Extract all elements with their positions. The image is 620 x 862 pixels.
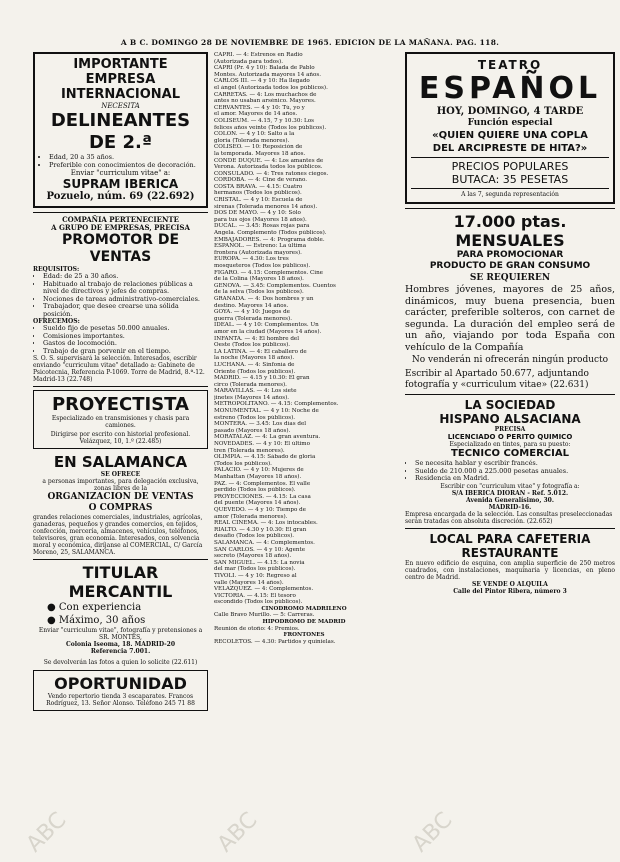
listing-line: METROPOLITANO. — 4.15: Complementos. xyxy=(214,401,339,408)
ad-title: PROMOTOR DE VENTAS xyxy=(61,232,180,265)
listing-line: GENOVA. — 3.45: Complementos. Cuentos xyxy=(214,282,336,289)
listing-line: SAN MIGUEL. — 4.15: La novia xyxy=(214,559,305,566)
listing-line: destino. Mayores 14 años. xyxy=(214,302,289,309)
listing-line: MADRID. — 4.15 y 10.30: El gran xyxy=(214,375,310,382)
ad-list xyxy=(39,154,202,169)
ad-address: Pozuelo, núm. 69 (22.692) xyxy=(46,191,195,202)
listing-line: FRONTONES xyxy=(283,632,325,639)
listing-line: hermanos (Todos los públicos). xyxy=(214,190,302,197)
left-column xyxy=(33,52,208,715)
divider xyxy=(33,386,208,387)
right-column xyxy=(405,52,615,595)
divider xyxy=(33,559,208,560)
ad-title: ESPAÑOL xyxy=(418,71,602,106)
listing-line: Manhattan (Mayores 18 años). xyxy=(214,474,302,480)
ad-proyectista xyxy=(33,390,208,449)
listing-line: PROYECCIONES. — 4.15: La casa xyxy=(214,493,311,500)
list-item: • Sueldo de 210.000 a 225.000 pesetas anuales. xyxy=(415,468,615,476)
ad-text: Empresa encargada de la selección. Las consultas preseleccionadas serán tratadas con absoluta discreción. (22.652) xyxy=(405,510,613,525)
listing-line: SAN CARLOS. — 4 y 10: Agente xyxy=(214,546,306,553)
ad-text: Enviar "curriculum vitae" a: xyxy=(70,169,171,177)
listing-line: perdido (Todos los públicos). xyxy=(214,487,296,494)
listing-line: antes no usaban arsénico. Mayores. xyxy=(214,98,316,105)
ad-text: Escribir al Apartado 50.677, adjuntando fotografía y «curriculum vitae» (22.631) xyxy=(405,369,589,390)
ad-title: IMPORTANTE EMPRESA xyxy=(73,57,168,87)
ad-hispano-alsaciana xyxy=(405,398,615,525)
listing-line: MORATALAZ. — 4: La gran aventura. xyxy=(214,434,321,441)
ad-position: TECNICO COMERCIAL xyxy=(451,448,569,459)
ad-text: COMPAÑIA PERTENECIENTE xyxy=(62,215,179,224)
list-item: ● Con experiencia xyxy=(47,602,142,613)
listing-line: CARRETAS. — 4: Los muchachos de xyxy=(214,91,317,98)
listing-line: Oriente (Todos los públicos). xyxy=(214,368,296,375)
listing-line: secreto (Mayores 18 años). xyxy=(214,553,292,560)
ad-play-title: DEL ARCIPRESTE DE HITA?» xyxy=(432,143,588,154)
listing-line: MONTERA. — 3.45: Los días del xyxy=(214,421,307,428)
listing-line: pasado (Mayores 18 años). xyxy=(214,427,291,434)
listing-line: Montes. Autorizada mayores 14 años. xyxy=(214,71,322,78)
ad-title: INTERNACIONAL xyxy=(60,87,181,102)
ad-delineantes xyxy=(33,52,208,208)
listing-line: el ángel (Autorizada todos los públicos). xyxy=(214,84,328,91)
ad-title: OPORTUNIDAD xyxy=(54,674,187,693)
listing-line: valle (Mayores 14 años). xyxy=(214,579,284,586)
listing-line: del puente (Mayores 14 años). xyxy=(214,500,301,507)
ad-position: DELINEANTES DE 2.ª xyxy=(50,110,191,153)
ad-title: ORGANIZACION DE VENTAS xyxy=(47,492,194,502)
ad-title: EN SALAMANCA xyxy=(53,453,188,471)
ad-text: Dirigirse por escrito con historial profesional. Velázquez, 10, 1.º (22.485) xyxy=(50,431,191,445)
list-item: • Comisiones importantes. xyxy=(43,333,208,341)
listing-line: amor (Tolerada menores). xyxy=(214,513,288,520)
ad-text: Escribir con "curriculum vitae" y fotografía a: xyxy=(440,482,580,490)
listing-line: COLISEUM. — 4.15, 7 y 10.30: Los xyxy=(214,117,314,124)
ad-address: Calle del Pintor Ribera, número 3 xyxy=(453,587,567,595)
ad-note: Se devolverán las fotos a quien lo solicite (22.611) xyxy=(43,659,198,666)
ad-mensuales xyxy=(405,212,615,391)
ad-salamanca xyxy=(33,453,208,556)
divider xyxy=(33,212,208,213)
ad-text: Hombres jóvenes, mayores de 25 años, dinámicos, muy buena presencia, buen carácter, preferible solteros, con carnet de segunda. La duración del empleo será de un año, viajando por toda España con vehículo de la Compañía xyxy=(405,284,615,353)
listing-line: EUROPA. — 4.30: Los tres xyxy=(214,256,289,263)
listing-line: VELAZQUEZ. — 4: Complementos. xyxy=(214,586,314,593)
ad-address: S/A IBERICA DIORAN - Ref. 5.012. xyxy=(451,489,569,497)
listing-line: la noche (Mayores 18 años). xyxy=(214,355,295,362)
ad-title: LA SOCIEDAD xyxy=(464,398,556,412)
listing-line: sirenas (Tolerada menores 14 años). xyxy=(214,203,318,210)
ad-local-cafeteria xyxy=(405,532,615,595)
listing-line: desafío (Todos los públicos). xyxy=(214,533,295,540)
listing-line: NOVEDADES. — 4 y 10: El último xyxy=(214,441,310,448)
listing-line: GRANADA. — 4: Dos hombres y un xyxy=(214,295,314,302)
listing-line: Oeste (Todos los públicos). xyxy=(214,342,291,349)
ad-text: S. O. S. supervisará la selección. Interesados, escribir enviando "curriculum vitae" detallado a: Gabinete de Psicotecnia, Referencia P-1069. Torre de Madrid, 8.ª-12. Madrid-13 (22.748) xyxy=(33,355,205,383)
list-item: • Preferible con conocimientos de decoración. xyxy=(49,162,202,170)
ad-address: MADRID-16. xyxy=(488,503,532,511)
ad-teatro-espanol xyxy=(405,52,615,204)
divider xyxy=(405,528,615,529)
listing-line: COLON. — 4 y 10: Salto a la xyxy=(214,131,295,138)
ad-reference: Referencia 7.001. xyxy=(90,648,151,655)
listing-line: mosqueteros (Todos los públicos). xyxy=(214,263,311,269)
listing-line: SALAMANCA. — 4: Complementos. xyxy=(214,539,315,546)
divider xyxy=(411,157,609,158)
ad-subtitle: NECESITA xyxy=(101,102,140,110)
ad-text: No venderán ni ofrecerán ningún producto xyxy=(411,355,609,365)
ad-title: HISPANO ALSACIANA xyxy=(439,412,581,426)
listing-line: RECOLETOS. — 4.30: Partidos y quinielas. xyxy=(214,638,336,645)
ad-play-title: «QUIEN QUIERE UNA COPLA xyxy=(432,130,588,141)
ad-text: Especializado en tintes, para su puesto: xyxy=(449,441,571,448)
listing-line: RIALTO. — 4.30 y 10.30: El gran xyxy=(214,526,307,533)
listing-line: CERVANTES. — 4 y 10: Tú, yo y xyxy=(214,104,305,111)
ad-note: A las 7, segunda representación xyxy=(461,191,559,198)
listing-line: DUCAL. — 3.45: Rosas rojas para xyxy=(214,223,310,230)
ad-oportunidad xyxy=(33,670,208,711)
listing-line: guerra (Tolerada menores). xyxy=(214,315,293,322)
list-item: • Trabajador, que desee crearse una sólida posición. xyxy=(43,303,208,318)
listing-line: del mar (Todos los públicos). xyxy=(214,566,296,573)
ad-text: Vendo repertorio tienda 3 escaparates. Francos Rodríguez, 13. Señor Alonso. Teléfono 245 71 88 xyxy=(46,693,195,707)
ad-promotor xyxy=(33,216,208,383)
list-item: • Sueldo fijo de pesetas 50.000 anuales. xyxy=(43,325,208,333)
ad-title: LOCAL PARA CAFETERIA xyxy=(429,531,591,546)
ad-titular xyxy=(33,563,208,655)
ad-subtitle: PARA PROMOCIONAR xyxy=(456,250,564,260)
list-item: • Habituado al trabajo de relaciones públicas a nivel de directivos y jefes de compras. xyxy=(43,281,208,296)
listing-line: Calle Bravo Murillo. — 5: Carreras. xyxy=(214,612,315,619)
listing-line: jinetes (Mayores 14 años). xyxy=(214,394,290,401)
ad-text: PRECIOS POPULARES xyxy=(451,160,569,173)
divider xyxy=(405,394,615,395)
listing-line: circo (Tolerada menores). xyxy=(214,381,287,388)
list-item: • Edad: de 25 a 30 años. xyxy=(43,273,208,281)
listing-line: EMBAJADORES. — 4: Programa doble. xyxy=(214,236,325,243)
ad-text: Función especial xyxy=(467,118,553,128)
ad-heading: REQUISITOS: xyxy=(33,266,80,273)
ad-address: Colonia Iseoma, 18. MADRID-20 xyxy=(65,641,176,648)
ad-text: Enviar "curriculum vitae", fotografía y pretensiones a SR. MONTES, xyxy=(38,627,203,641)
list-item: • Residencia en Madrid. xyxy=(415,475,615,483)
listing-line: REAL CINEMA. — 4: Los intocables. xyxy=(214,520,318,527)
listing-line: frontera (Autorizada mayores). xyxy=(214,249,302,256)
ad-text: BUTACA: 35 PESETAS xyxy=(451,173,569,186)
list-item: • Edad, 20 a 35 años. xyxy=(49,154,202,162)
listing-line: gloria (Tolerada menores). xyxy=(214,137,290,144)
listing-line: OLIMPIA. — 4.15: Sábado de gloria xyxy=(214,454,316,461)
listing-line: el amor. Mayores de 14 años. xyxy=(214,111,298,118)
listing-line: FIGARO. — 4.15: Complementos. Cine xyxy=(214,269,323,276)
ad-subtitle: HOY, DOMINGO, 4 TARDE xyxy=(436,106,584,117)
list-item: • Gastos de locomoción. xyxy=(43,340,208,348)
ad-subtitle: SE OFRECE xyxy=(100,471,141,478)
ad-title: TEATRO xyxy=(477,58,543,72)
listing-line: QUEVEDO. — 4 y 10: Tiempo de xyxy=(214,506,306,513)
listing-line: Reunión de otoño: 4: Premios. xyxy=(214,625,300,632)
listing-line: Verona. Autorizada todos los públicos. xyxy=(214,164,323,171)
listing-line: PALACIO. — 4 y 10: Mujeres de xyxy=(214,467,304,474)
listing-line: tren (Tolerada menores). xyxy=(214,447,285,454)
listing-line: para tus ojos (Mayores 18 años). xyxy=(214,216,307,223)
listing-line: PAZ. — 4: Complementos. El valle xyxy=(214,480,311,487)
listing-line: CAPRI. — 4: Estrenos en Radio xyxy=(214,52,303,58)
listing-line: CRISTAL. — 4 y 10: Escuela de xyxy=(214,197,303,204)
ad-address: Avenida Generalísimo, 30. xyxy=(466,496,554,504)
listing-line: IDEAL. — 4 y 10: Complementos. Un xyxy=(214,322,319,329)
ad-text: a personas importantes, para delegación exclusiva, zonas libres de la xyxy=(42,478,199,492)
listing-line: MARAVILLAS. — 4: Los siete xyxy=(214,388,297,395)
listing-line: estreno (Todos los públicos). xyxy=(214,414,296,421)
listing-line: CORDOBA. — 4: Cine de verano. xyxy=(214,177,308,184)
listing-line: GOYA. — 4 y 10: Juegos de xyxy=(214,309,290,316)
ad-title: O COMPRAS xyxy=(88,503,153,513)
listing-line: la temporada. Mayores 18 años. xyxy=(214,150,306,157)
listing-line: CARLOS III. — 4 y 10: Ha llegado xyxy=(214,78,310,85)
ad-text: A GRUPO DE EMPRESAS, PRECISA xyxy=(51,223,190,232)
listing-line: ESPAÑOL. — Estreno: La última xyxy=(214,243,307,250)
listing-line: felices años veinte (Todos los públicos). xyxy=(214,124,327,131)
listing-line: COSTA BRAVA. — 4.15: Cuatro xyxy=(214,183,303,190)
listing-line: de la selva (Todos los públicos). xyxy=(214,289,304,296)
watermark: ABC xyxy=(212,807,263,858)
listings xyxy=(214,52,394,645)
ad-subtitle: PRODUCTO DE GRAN CONSUMO xyxy=(429,261,591,271)
listing-line: DOS DE MAYO. — 4 y 10: Sólo xyxy=(214,210,301,217)
divider xyxy=(405,208,615,209)
listing-line: CONDE DUQUE. — 4: Los amantes de xyxy=(214,157,324,164)
ad-subtitle: SE VENDE O ALQUILA xyxy=(472,580,548,588)
listing-line: HIPODROMO DE MADRID xyxy=(262,619,346,626)
list-item: • Se necesita hablar y escribir francés. xyxy=(415,460,615,468)
ad-company: SUPRAM IBERICA xyxy=(62,177,179,191)
watermark: ABC xyxy=(407,807,458,858)
listing-line: (Autorizada para todos). xyxy=(214,58,283,65)
listing-line: (Todos los públicos). xyxy=(214,460,272,467)
ad-title: TITULAR MERCANTIL xyxy=(68,563,173,601)
ad-text: grandes relaciones comerciales, industriales, agrícolas, ganaderas, pequeños y grandes comercios, en tejidos, confección, mercería, almacenes, vehículos, teléfonos, televisores, gran economía. Interesados, con solvencia moral y económica, diríjanse al COMERCIAL, C/ García Moreno, 25, SALAMANCA. xyxy=(33,514,203,556)
list-item: ● Máximo, 30 años xyxy=(47,615,146,626)
ad-title: PROYECTISTA xyxy=(51,394,189,415)
listing-line: LA LATINA. — 4: El caballero de xyxy=(214,348,307,355)
middle-column xyxy=(214,52,394,852)
watermark: ABC xyxy=(21,807,72,858)
divider xyxy=(411,188,609,189)
list-item: • Nociones de tareas administrativo-comerciales. xyxy=(43,296,208,304)
ad-title: 17.000 ptas. MENSUALES xyxy=(453,212,567,250)
ad-text: En nuevo edificio de esquina, con amplia superficie de 250 metros cuadrados, con instalaciones, maquinaria y licencias, en pleno centro de Madrid. xyxy=(405,559,615,581)
ad-title: RESTAURANTE xyxy=(461,545,559,560)
ad-heading: OFRECEMOS: xyxy=(33,318,80,325)
listing-line: escondido (Todos los públicos). xyxy=(214,599,303,606)
ad-subtitle: SE REQUIEREN xyxy=(469,273,551,283)
listing-line: MONUMENTAL. — 4 y 10: Noche de xyxy=(214,408,319,415)
listing-line: VICTORIA. — 4.15: El tesoro xyxy=(214,592,296,599)
page-header: A B C. DOMINGO 28 DE NOVIEMBRE DE 1965. EDICION DE LA MAÑANA. PAG. 118. xyxy=(120,38,500,47)
ad-subtitle: LICENCIADO O PERITO QUIMICO xyxy=(447,433,573,441)
listing-line: COLISEO. — 10: Reposición de xyxy=(214,144,303,151)
listing-line: INFANTA. — 4: El hombre del xyxy=(214,335,299,342)
listing-line: de la Colina (Mayores 18 años). xyxy=(214,276,304,283)
ad-text: Especializado en transmisiones y chasis para camiones. xyxy=(51,415,190,429)
listing-line: Ángela. Complemento (Todos públicos). xyxy=(214,230,327,237)
listing-line: TIVOLI. — 4 y 10: Regreso al xyxy=(214,572,297,579)
list-item: • Trabajo de gran porvenir en el tiempo. xyxy=(43,348,208,356)
ad-subtitle: PRECISA xyxy=(494,426,526,433)
listing-line: CAPRI (Pr. 4 y 10): Balada de Pablo xyxy=(214,65,315,72)
listing-line: LUCHANA. — 4: Sinfonía de xyxy=(214,361,295,368)
listing-line: CONSULADO. — 4: Tres ratones ciegos. xyxy=(214,170,329,177)
listing-line: amor en la ciudad (Mayores 14 años). xyxy=(214,328,322,335)
listing-line: CINODROMO MADRILEÑO xyxy=(261,605,347,612)
